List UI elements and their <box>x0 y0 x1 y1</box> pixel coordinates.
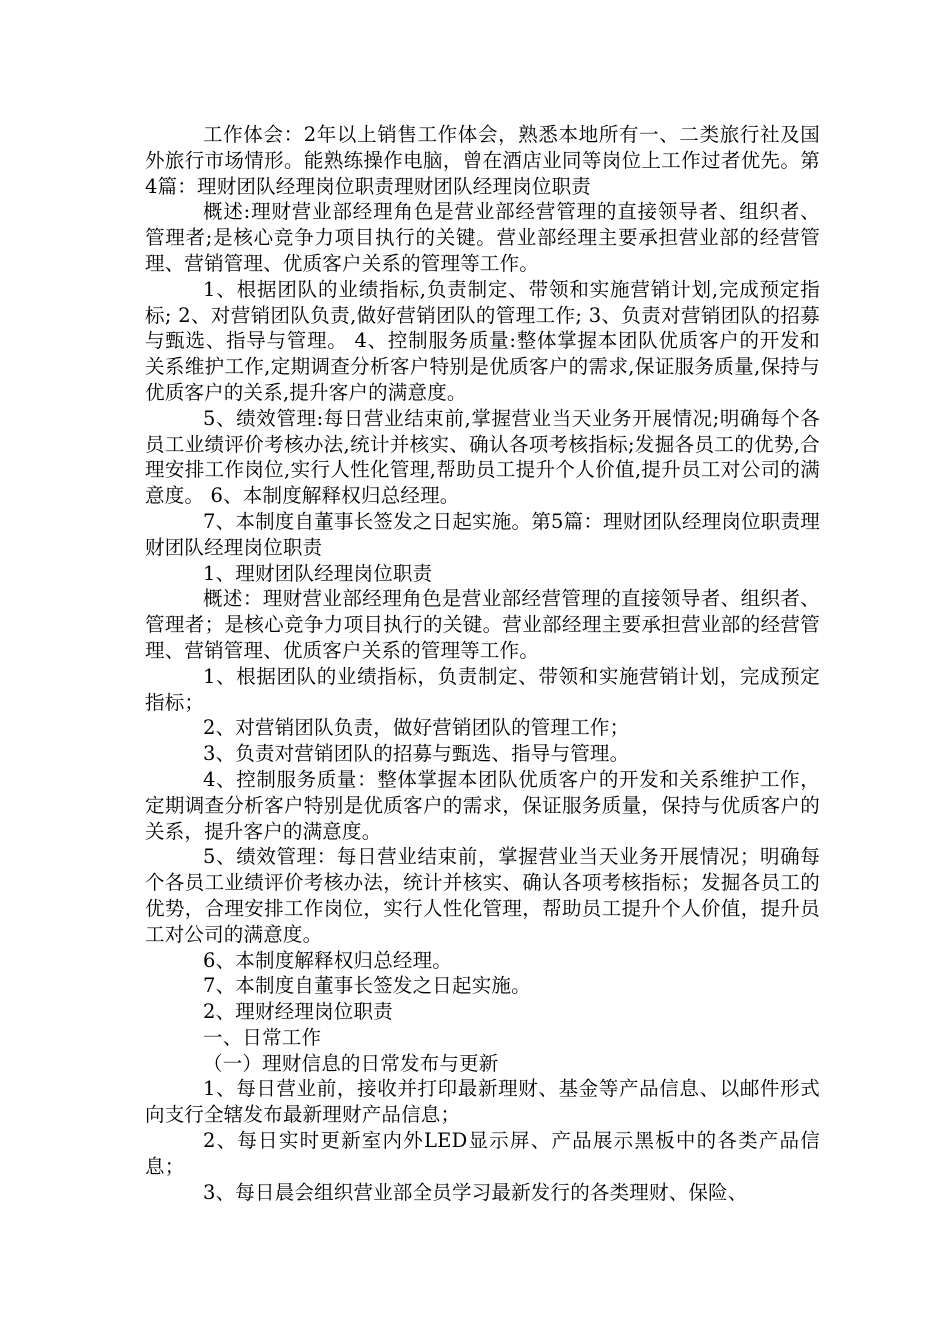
paragraph: 2、对营销团队负责，做好营销团队的管理工作； <box>203 716 630 740</box>
paragraph: 3、负责对营销团队的招募与甄选、指导与管理。 <box>203 742 630 766</box>
paragraph: 1、每日营业前，接收并打印最新理财、基金等产品信息、以邮件形式向支行全辖发布最新理财产品信息； <box>145 1077 820 1127</box>
paragraph: 1、根据团队的业绩指标，负责制定、带领和实施营销计划，完成预定指标； <box>145 664 820 714</box>
paragraph: 1、理财团队经理岗位职责 <box>203 561 433 585</box>
section-heading: 一、日常工作 <box>203 1025 322 1049</box>
section-heading: 2、理财经理岗位职责 <box>203 1000 393 1024</box>
paragraph: 工作体会：2年以上销售工作体会，熟悉本地所有一、二类旅行社及国外旅行市场情形。能熟练操作电脑，曾在酒店业同等岗位上工作过者优先。第4篇：理财团队经理岗位职责理财团队经理岗位职责 <box>145 123 820 198</box>
section-heading: （一）理财信息的日常发布与更新 <box>203 1051 499 1075</box>
paragraph: 4、控制服务质量：整体掌握本团队优质客户的开发和关系维护工作，定期调查分析客户特别是优质客户的需求，保证服务质量，保持与优质客户的关系，提升客户的满意度。 <box>145 767 820 843</box>
document-body <box>145 122 820 1205</box>
paragraph: 2、每日实时更新室内外LED显示屏、产品展示黑板中的各类产品信息； <box>145 1129 820 1178</box>
paragraph: 3、每日晨会组织营业部全员学习最新发行的各类理财、保险、 <box>203 1180 748 1204</box>
paragraph: 概述：理财营业部经理角色是营业部经营管理的直接领导者、组织者、管理者；是核心竞争力项目执行的关键。营业部经理主要承担营业部的经营管理、营销管理、优质客户关系的管理等工作。 <box>145 587 820 662</box>
paragraph: 1、根据团队的业绩指标,负责制定、带领和实施营销计划,完成预定指标; 2、对营销团队负责,做好营销团队的管理工作; 3、负责对营销团队的招募与甄选、指导与管理。 4、控制服务质量:整体掌握本团队优质客户的开发和关系维护工作,定期调查分析客户特别是优质客户的需求,保证服务质量,保持与优质客户的关系,提升客户的满意度。 <box>145 277 820 404</box>
paragraph: 7、本制度自董事长签发之日起实施。第5篇：理财团队经理岗位职责理财团队经理岗位职责 <box>145 509 820 559</box>
paragraph: 概述:理财营业部经理角色是营业部经营管理的直接领导者、组织者、管理者;是核心竞争力项目执行的关键。营业部经理主要承担营业部的经营管理、营销管理、优质客户关系的管理等工作。 <box>145 200 820 275</box>
paragraph: 7、本制度自董事长签发之日起实施。 <box>203 974 531 998</box>
paragraph: 5、绩效管理：每日营业结束前，掌握营业当天业务开展情况；明确每个各员工业绩评价考核办法，统计并核实、确认各项考核指标；发掘各员工的优势，合理安排工作岗位，实行人性化管理，帮助员工提升个人价值，提升员工对公司的满意度。 <box>145 845 820 946</box>
paragraph: 5、绩效管理:每日营业结束前,掌握营业当天业务开展情况;明确每个各员工业绩评价考核办法,统计并核实、确认各项考核指标;发掘各员工的优势,合理安排工作岗位,实行人性化管理,帮助员工提升个人价值,提升员工对公司的满意度。 6、本制度解释权归总经理。 <box>145 406 820 508</box>
paragraph: 6、本制度解释权归总经理。 <box>203 948 453 972</box>
